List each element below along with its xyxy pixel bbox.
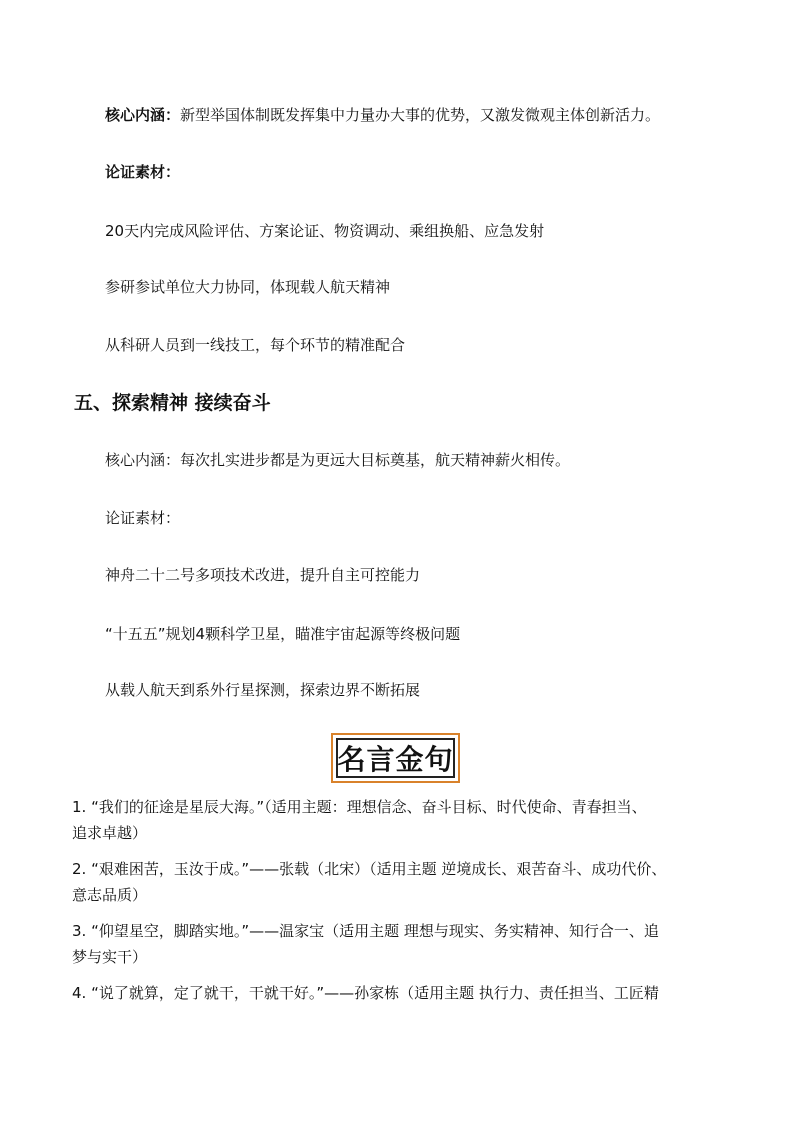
quote-line: 意志品质） [72, 886, 148, 904]
evidence-item: “十五五”规划4颗科学卫星，瞄准宇宙起源等终极问题 [105, 625, 461, 643]
quote-line: 4. “说了就算，定了就干，干就干好。”——孙家栋（适用主题 执行力、责任担当、工匠精 [72, 984, 659, 1002]
quote-item [72, 980, 659, 1006]
evidence-item: 20天内完成风险评估、方案论证、物资调动、乘组换船、应急发射 [105, 222, 545, 240]
quote-line: 1. “我们的征途是星辰大海。”（适用主题：理想信念、奋斗目标、时代使命、青春担当、 [72, 798, 647, 816]
quote-item [72, 794, 647, 846]
evidence-item: 参研参试单位大力协同，体现载人航天精神 [105, 278, 391, 296]
quote-item [72, 918, 659, 970]
evidence-label: 论证素材： [105, 509, 181, 527]
quote-line: 2. “艰难困苦，玉汝于成。”——张载（北宋）（适用主题 逆境成长、艰苦奋斗、成功代价、 [72, 860, 667, 878]
quote-line: 梦与实干） [72, 948, 148, 966]
core-meaning-label: 核心内涵： [105, 106, 181, 124]
quote-line: 3. “仰望星空，脚踏实地。”——温家宝（适用主题 理想与现实、务实精神、知行合一、追 [72, 922, 659, 940]
quotes-title: 名言金句 [336, 738, 455, 778]
evidence-label: 论证素材： [105, 163, 181, 181]
quote-item [72, 856, 666, 908]
quotes-title-frame [331, 733, 460, 783]
core-meaning-line [105, 105, 660, 125]
evidence-item: 从载人航天到系外行星探测，探索边界不断拓展 [105, 681, 421, 699]
evidence-item: 神舟二十二号多项技术改进，提升自主可控能力 [105, 566, 421, 584]
section-heading: 五、探索精神 接续奋斗 [74, 392, 271, 414]
evidence-item: 从科研人员到一线技工，每个环节的精准配合 [105, 336, 406, 354]
core-meaning-line: 核心内涵：每次扎实进步都是为更远大目标奠基，航天精神薪火相传。 [105, 451, 571, 469]
core-meaning-text: 新型举国体制既发挥集中力量办大事的优势，又激发微观主体创新活力。 [180, 106, 661, 124]
quote-line: 追求卓越） [72, 824, 148, 842]
